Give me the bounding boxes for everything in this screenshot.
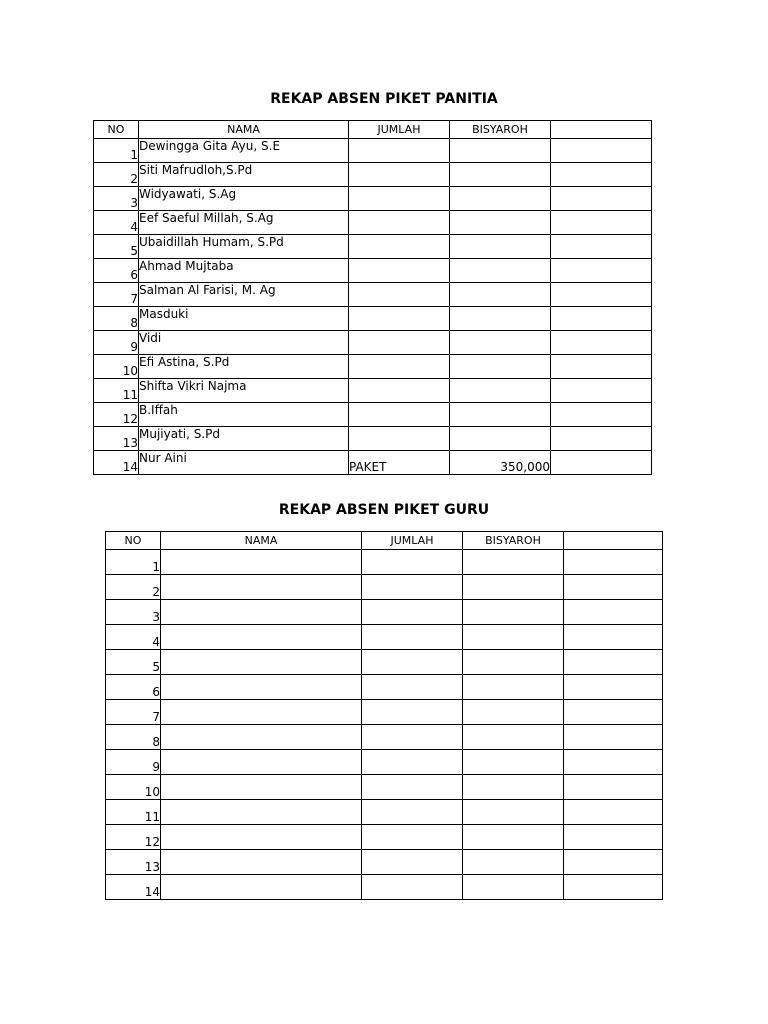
row-number: 14 [94, 451, 139, 475]
row-name [161, 775, 362, 800]
row-extra [564, 700, 663, 725]
row-extra [564, 675, 663, 700]
row-number: 12 [106, 825, 161, 850]
row-bisyaroh [450, 427, 551, 451]
header-nama: NAMA [139, 121, 349, 139]
row-number: 11 [106, 800, 161, 825]
row-bisyaroh [450, 187, 551, 211]
row-name: Shifta Vikri Najma [139, 379, 349, 403]
table-row [94, 307, 652, 331]
header-jumlah: JUMLAH [349, 121, 450, 139]
table-row [106, 675, 663, 700]
row-jumlah [362, 825, 463, 850]
row-name [161, 550, 362, 575]
table-row [94, 403, 652, 427]
row-extra [564, 800, 663, 825]
table-row [94, 283, 652, 307]
row-name [161, 750, 362, 775]
row-bisyaroh [463, 625, 564, 650]
row-extra [551, 403, 652, 427]
row-jumlah [362, 700, 463, 725]
row-bisyaroh [463, 700, 564, 725]
guru-header-row [106, 532, 663, 550]
table-row [106, 550, 663, 575]
row-bisyaroh [463, 750, 564, 775]
row-jumlah [349, 211, 450, 235]
row-extra [564, 850, 663, 875]
row-jumlah [349, 427, 450, 451]
row-extra [564, 650, 663, 675]
table-row [94, 259, 652, 283]
row-bisyaroh [463, 800, 564, 825]
row-number: 5 [94, 235, 139, 259]
row-name: Salman Al Farisi, M. Ag [139, 283, 349, 307]
row-extra [564, 725, 663, 750]
row-bisyaroh [450, 211, 551, 235]
row-number: 11 [94, 379, 139, 403]
row-extra [564, 750, 663, 775]
row-number: 7 [94, 283, 139, 307]
row-bisyaroh [450, 379, 551, 403]
row-jumlah [362, 675, 463, 700]
row-jumlah [362, 575, 463, 600]
row-jumlah [349, 259, 450, 283]
table-row [94, 379, 652, 403]
row-extra [564, 875, 663, 900]
row-extra [564, 775, 663, 800]
row-number: 12 [94, 403, 139, 427]
row-jumlah [362, 750, 463, 775]
row-extra [551, 379, 652, 403]
row-bisyaroh [463, 850, 564, 875]
row-name: Ahmad Mujtaba [139, 259, 349, 283]
row-extra [551, 307, 652, 331]
header-bisyaroh: BISYAROH [450, 121, 551, 139]
row-jumlah [362, 600, 463, 625]
table-row [94, 331, 652, 355]
table-row [106, 650, 663, 675]
row-extra [551, 163, 652, 187]
table-row [94, 235, 652, 259]
table-row [94, 211, 652, 235]
row-extra [551, 211, 652, 235]
guru-title: REKAP ABSEN PIKET GURU [278, 502, 490, 518]
table-row [106, 600, 663, 625]
row-extra [551, 235, 652, 259]
header-bisyaroh: BISYAROH [463, 532, 564, 550]
row-name [161, 725, 362, 750]
row-extra [564, 825, 663, 850]
table-row [106, 750, 663, 775]
row-jumlah [349, 331, 450, 355]
row-jumlah [362, 550, 463, 575]
row-bisyaroh [463, 725, 564, 750]
row-number: 7 [106, 700, 161, 725]
table-row [94, 163, 652, 187]
row-bisyaroh: 350,000 [450, 451, 551, 475]
row-name: Eef Saeful Millah, S.Ag [139, 211, 349, 235]
row-name [161, 625, 362, 650]
row-bisyaroh [463, 650, 564, 675]
row-bisyaroh [450, 283, 551, 307]
row-name [161, 800, 362, 825]
row-name [161, 700, 362, 725]
row-bisyaroh [450, 259, 551, 283]
table-row [106, 875, 663, 900]
table-row [106, 800, 663, 825]
row-jumlah [362, 725, 463, 750]
header-no: NO [94, 121, 139, 139]
row-jumlah [349, 355, 450, 379]
row-bisyaroh [463, 825, 564, 850]
row-bisyaroh [450, 331, 551, 355]
row-jumlah [362, 800, 463, 825]
row-name: Widyawati, S.Ag [139, 187, 349, 211]
table-row [94, 139, 652, 163]
table-row [94, 427, 652, 451]
row-jumlah [362, 625, 463, 650]
row-number: 4 [106, 625, 161, 650]
panitia-table [93, 120, 652, 475]
row-jumlah: PAKET [349, 451, 450, 475]
row-extra [564, 575, 663, 600]
row-name [161, 875, 362, 900]
row-jumlah [362, 775, 463, 800]
row-name [161, 650, 362, 675]
table-row [106, 775, 663, 800]
header-no: NO [106, 532, 161, 550]
row-number: 1 [94, 139, 139, 163]
table-row [106, 725, 663, 750]
row-jumlah [349, 139, 450, 163]
row-extra [564, 625, 663, 650]
row-jumlah [349, 283, 450, 307]
row-bisyaroh [450, 163, 551, 187]
row-jumlah [349, 379, 450, 403]
row-name: Ubaidillah Humam, S.Pd [139, 235, 349, 259]
row-bisyaroh [450, 235, 551, 259]
row-name: Masduki [139, 307, 349, 331]
row-extra [551, 259, 652, 283]
row-name [161, 825, 362, 850]
row-extra [551, 427, 652, 451]
table-row [94, 451, 652, 475]
row-bisyaroh [463, 675, 564, 700]
row-bisyaroh [463, 775, 564, 800]
table-row [106, 575, 663, 600]
row-jumlah [349, 187, 450, 211]
row-bisyaroh [463, 875, 564, 900]
row-number: 10 [94, 355, 139, 379]
header-extra [564, 532, 663, 550]
row-bisyaroh [450, 307, 551, 331]
row-number: 10 [106, 775, 161, 800]
row-jumlah [362, 650, 463, 675]
row-jumlah [362, 875, 463, 900]
row-number: 4 [94, 211, 139, 235]
header-extra [551, 121, 652, 139]
row-number: 8 [94, 307, 139, 331]
table-row [106, 825, 663, 850]
row-bisyaroh [463, 550, 564, 575]
row-jumlah [349, 307, 450, 331]
guru-table [105, 531, 663, 900]
panitia-title: REKAP ABSEN PIKET PANITIA [270, 91, 498, 107]
row-name: Mujiyati, S.Pd [139, 427, 349, 451]
row-name: Dewingga Gita Ayu, S.E [139, 139, 349, 163]
row-extra [551, 355, 652, 379]
row-name: Siti Mafrudloh,S.Pd [139, 163, 349, 187]
row-extra [551, 139, 652, 163]
row-number: 9 [94, 331, 139, 355]
row-number: 3 [94, 187, 139, 211]
row-name: Nur Aini [139, 451, 349, 475]
row-bisyaroh [463, 575, 564, 600]
row-jumlah [362, 850, 463, 875]
row-extra [551, 331, 652, 355]
row-jumlah [349, 163, 450, 187]
row-name: B.Iffah [139, 403, 349, 427]
row-number: 3 [106, 600, 161, 625]
row-bisyaroh [450, 403, 551, 427]
row-bisyaroh [450, 139, 551, 163]
row-name: Efi Astina, S.Pd [139, 355, 349, 379]
row-number: 1 [106, 550, 161, 575]
row-jumlah [349, 403, 450, 427]
row-name [161, 600, 362, 625]
row-extra [551, 451, 652, 475]
row-number: 2 [94, 163, 139, 187]
table-row [94, 355, 652, 379]
row-number: 14 [106, 875, 161, 900]
row-number: 13 [106, 850, 161, 875]
row-number: 2 [106, 575, 161, 600]
row-number: 6 [94, 259, 139, 283]
row-number: 8 [106, 725, 161, 750]
row-number: 6 [106, 675, 161, 700]
row-extra [551, 187, 652, 211]
row-extra [564, 550, 663, 575]
row-name: Vidi [139, 331, 349, 355]
table-row [106, 625, 663, 650]
panitia-header-row [94, 121, 652, 139]
table-row [94, 187, 652, 211]
row-extra [551, 283, 652, 307]
row-name [161, 575, 362, 600]
row-number: 5 [106, 650, 161, 675]
row-jumlah [349, 235, 450, 259]
row-bisyaroh [463, 600, 564, 625]
row-number: 9 [106, 750, 161, 775]
row-extra [564, 600, 663, 625]
table-row [106, 700, 663, 725]
header-nama: NAMA [161, 532, 362, 550]
row-name [161, 850, 362, 875]
header-jumlah: JUMLAH [362, 532, 463, 550]
row-bisyaroh [450, 355, 551, 379]
row-name [161, 675, 362, 700]
row-number: 13 [94, 427, 139, 451]
table-row [106, 850, 663, 875]
